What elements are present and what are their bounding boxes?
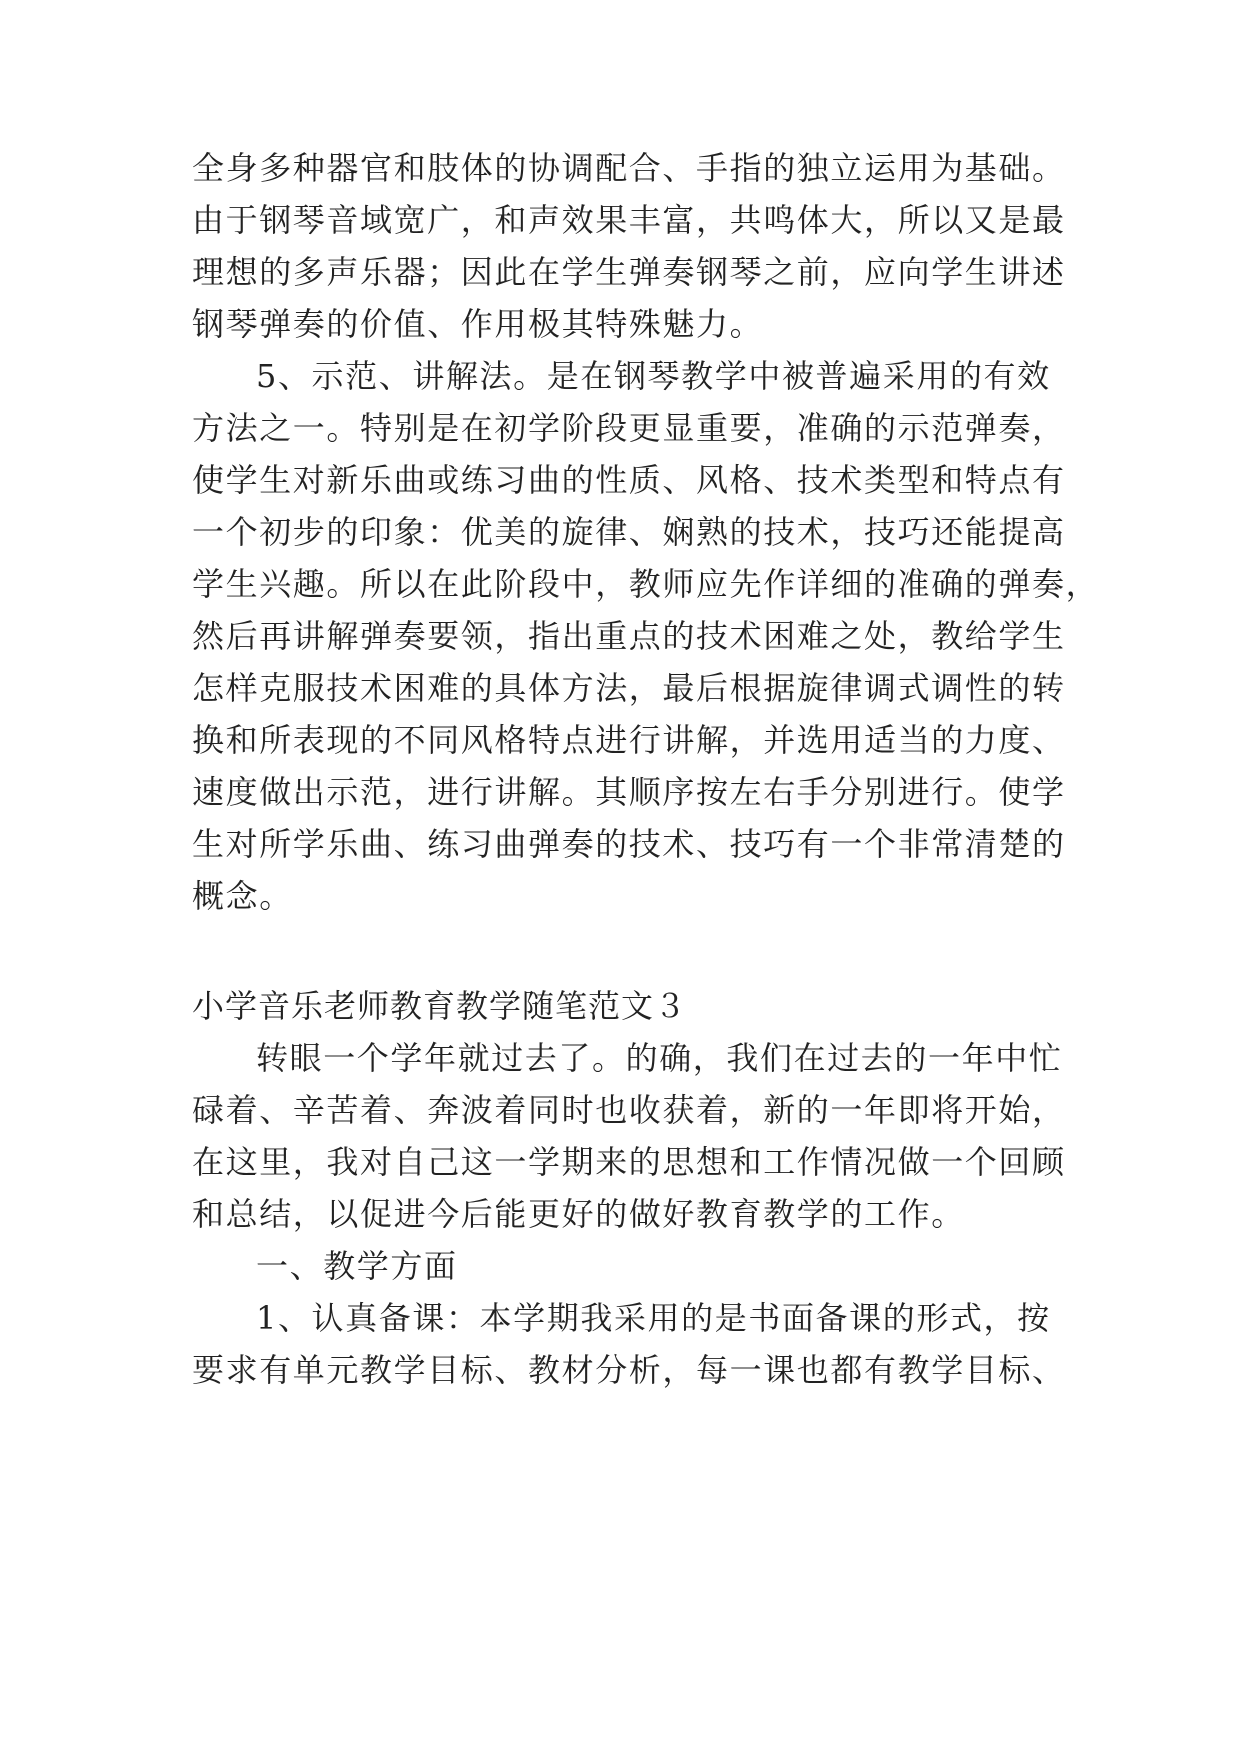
body-text-line: 使学生对新乐曲或练习曲的性质、风格、技术类型和特点有 [192, 461, 1066, 499]
body-text-line: 全身多种器官和肢体的协调配合、手指的独立运用为基础。 [192, 149, 1066, 187]
body-text-line: 要求有单元教学目标、教材分析，每一课也都有教学目标、 [192, 1351, 1066, 1389]
body-text-line: 速度做出示范，进行讲解。其顺序按左右手分别进行。使学 [192, 773, 1066, 811]
body-text-line: 概念。 [192, 877, 293, 915]
body-text-line: 碌着、辛苦着、奔波着同时也收获着，新的一年即将开始， [192, 1091, 1066, 1129]
body-text-line: 1、认真备课：本学期我采用的是书面备课的形式，按 [256, 1299, 1051, 1337]
body-text-line: 理想的多声乐器；因此在学生弹奏钢琴之前，应向学生讲述 [192, 253, 1066, 291]
subheading: 一、教学方面 [256, 1247, 458, 1285]
body-text-line: 换和所表现的不同风格特点进行讲解，并选用适当的力度、 [192, 721, 1066, 759]
body-text-line: 转眼一个学年就过去了。的确，我们在过去的一年中忙 [256, 1039, 1063, 1077]
body-text-line: 生对所学乐曲、练习曲弹奏的技术、技巧有一个非常清楚的 [192, 825, 1066, 863]
body-text-line: 5、示范、讲解法。是在钢琴教学中被普遍采用的有效 [256, 357, 1051, 395]
body-text-line: 由于钢琴音域宽广，和声效果丰富，共鸣体大，所以又是最 [192, 201, 1066, 239]
body-text-line: 和总结，以促进今后能更好的做好教育教学的工作。 [192, 1195, 965, 1233]
body-text-line: 一个初步的印象：优美的旋律、娴熟的技术，技巧还能提高 [192, 513, 1066, 551]
body-text-line: 怎样克服技术困难的具体方法，最后根据旋律调式调性的转 [192, 669, 1066, 707]
body-text-line: 然后再讲解弹奏要领，指出重点的技术困难之处，教给学生 [192, 617, 1066, 655]
body-text-line: 学生兴趣。所以在此阶段中，教师应先作详细的准确的弹奏， [192, 565, 1100, 603]
body-text-line: 方法之一。特别是在初学阶段更显重要，准确的示范弹奏， [192, 409, 1066, 447]
body-text-line: 在这里，我对自己这一学期来的思想和工作情况做一个回顾 [192, 1143, 1066, 1181]
body-text-line: 钢琴弹奏的价值、作用极其特殊魅力。 [192, 305, 764, 343]
section-title: 小学音乐老师教育教学随笔范文３ [192, 987, 688, 1025]
